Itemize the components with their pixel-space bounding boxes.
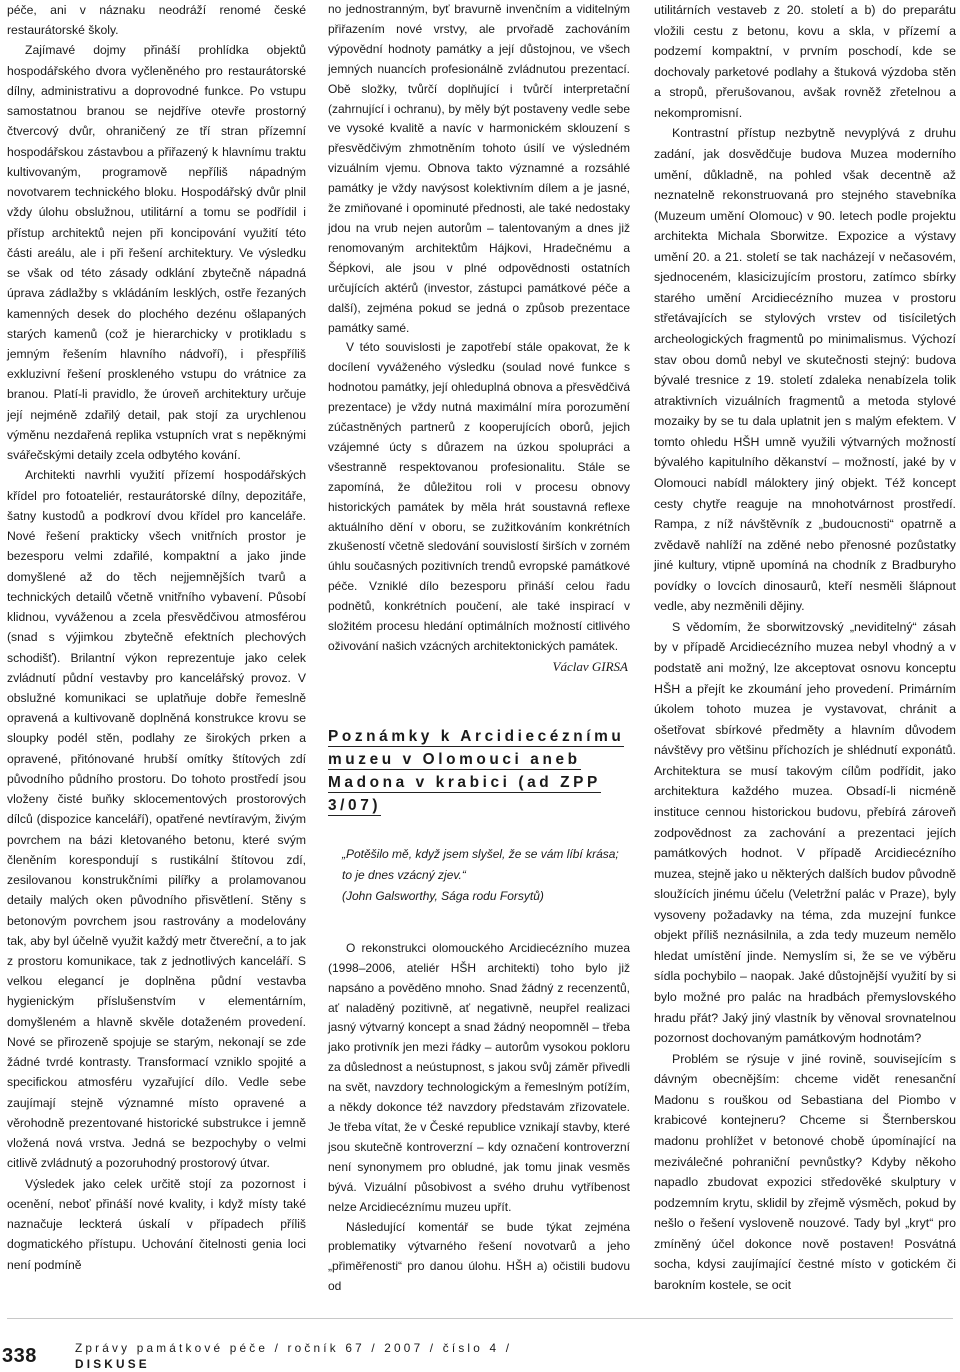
page-number: 338 — [2, 1345, 37, 1367]
motto — [328, 844, 630, 907]
text-column-1 — [7, 0, 306, 1275]
page-footer — [0, 1318, 960, 1372]
paragraph: no jednostranným, byť bravurně invenčním a viditelným přiřazením nové vrstvy, ale prvořadě zachováním výpovědní hodnoty památky a její důstojnou, ve všech jemných nuancích profesionálně zvládnutou prezentací. Obě složky, tvůrčí doplňující i tvůrčí interpretační (zahrnující i ochranu), by měly být postaveny vedle sebe ve vysoké kvalitě a navíc v harmonickém sklouzení s přesvědčivým zhmotněním tohoto úsilí ve výsledném vizuálním vjemu. Obnova takto významné a rozsáhlé památky je vždy navýsost kolektivním dílem a je jasné, že zmiňované i opominuté přednosti, ale také nedostaky jdou na vrub nejen autorům – talentovaným a dnes již renomovaným architektům Hájkovi, Hradečnému a Šépkovi, ale jsou v plné odpovědnosti ostatních určujících aktérů (investor, zástupci památkové péče a další), zejména pokud se jedná o způsob prezentace památky samé. — [328, 2, 630, 335]
motto-quote: „Potěšilo mě, když jsem slyšel, že se vám líbí krása; to je dnes vzácný zjev.“ — [342, 846, 619, 882]
text-column-2 — [328, 0, 630, 1297]
motto-source: (John Galsworthy, Sága rodu Forsytů) — [342, 888, 544, 903]
footer-rule — [7, 1318, 953, 1319]
paragraph: Následující komentář se bude týkat zejména problematiky výtvarného řešení novotvarů a jeho „přiměřenosti“ pro danou úlohu. HŠH a) očistili budovu od — [328, 1219, 630, 1294]
article-heading-text: Poznámky k Arcidiecéznímu muzeu v Olomouci aneb Madona v krabici (ad ZPP 3/07) — [328, 727, 625, 814]
paragraph: Zajímavé dojmy přináší prohlídka objektů hospodářského dvora vyčleněného pro restaurátorské dílny, administrativu a doprovodné funkce. Po vstupu samostatnou branou se nejdříve otevře prostorný čtvercový dvůr, ohraničený ze tří stran přízemní hospodářskou zástavbou a přiřazený k hlavnímu traktu kultivovaným, programově nepříliš nápadným novotvarem technického bloku. Hospodářský dvůr plnil vždy úlohu obslužnou, utilitární a tomu se podřídil i přístup architektů nejen při koncipování využití této části areálu, ale i při řešení architektury. Ve výsledku se však od této zásady odklání zbytečně nápadná úprava zádlažby s vkládáním lesklých, ostře řezaných kamenných desek do plochého dezénu ošlapaných starých kamenů (což je hierarchicky v protikladu s jemným řešením hlavního nádvoří), i přespříliš exkluzivní řešení proskleného vstupu do vrátnice za branou. Platí-li pravidlo, že úroveň architektury určuje její nejméně zdařilý detail, pak stojí za urychlenou výměnu nezdařená replika vstupních vrat s nepěknými svářečskými detaily zcela odbytého kování. — [7, 43, 306, 463]
paragraph: Architekti navrhli využití přízemí hospodářských křídel pro fotoateliér, restaurátorské dílny, depozitáře, šatny kustodů a podkroví dvou křídel pro kanceláře. Nové řešení prakticky všech vnitřních prostor je bezesporu velmi zdařilé, kompaktní a jako jinde domyšlené až do těch nejjemnějších tvarů a technických detailů včetně vnitřního vybavení. Působí klidnou, vyváženou a zcela přesvědčivou atmosférou (snad s výjimkou zbytečně efektních plechových schodišť). Brilantní výkon reprezentuje jako celek zvládnutí půdní vestavby pro kancelářský provoz. V obslužné komunikaci se uplatňuje dobře řemeslně opravená a kultivovaně doplněná konstrukce krovu se sloupky podél stěn, podlahy ze širokých prken a opravené, přitónované hrubší omítky štítových zdí původního půdního prostoru. Do tohoto prostředí jsou vloženy čisté buňky sklocementových prostorových dílců (dispozice kanceláří), opatřené nevtíravým, živým povrchem na bázi kletovaného betonu, které svým členěním korespondují s rustikální štítovou zdí, zesilovanou konstrukčními pilířky a prolamovanou detaily malých oken původního přisvětlení. Stěny s betonovým povrchem jsou rastrovány a modelovány tak, aby byl účelně využit každý metr čtvereční, a to jak z prostoru komunikace, tak z jednotlivých kanceláří. S velkou elegancí je doplněna půdní vestavba hygienickým příslušenstvím v elementárním, domyšleném a hlavně skvěle dotaženém provedení. Nové se přirozeně spojuje se starým, nekonají se zde žádné tvrdé kontrasty. Transformací vzniklo spojité a specifickou atmosféru vyzařující dílo. Vedle sebe zaujímají stejně významné místo opravené a věrohodně prezentované historické substrukce i jemně vložená nová vrstva. Jedná se bezpochyby o velmi citlivě zvládnutý a pozoruhodný prostorový útvar. — [7, 468, 306, 1171]
paragraph: Problém se rýsuje v jiné rovině, souvisejícím s dávným obecnějším: chceme vidět renesanční Madonu s rouškou od Sebastiana del Piombo v krabicové kontejneru? Chceme si Šternberskou madonu prohlížet v betonové chobě úpomínající na meziválečné pohraniční pevnůstky? Kdyby někoho napadlo zbudovat expozici středověké skulptury v podzemním krytu, sklidil by zřejmě výsměch, pokud by nešlo o řešení vysloveně nouzové. Tady byl „kryt“ pro zmíněný účel dokonce nově postaven! Posvátná socha, kdysi zaujímající čestné místo v gotickém či barokním kostele, se ocit — [654, 1051, 956, 1292]
paragraph: Kontrastní přístup nezbytně nevyplývá z druhu zadání, jak dosvědčuje budova Muzea moderního umění, důkladně, na pohled však decentně až neznatelně rekonstruovaná pro stejného stavebníka (Muzeum umění Olomouc) v 90. letech podle projektu architekta Michala Sborwitze. Expozice a výstavy umění 20. a 21. století se tak nacházejí v nečasovém, sjednoceném, klasicizujícím prostoru, zatímco sbírky starého umění Arcidiecézního muzea v prostoru střetávajících se stylových vrstev od tisíciletých archeologických fragmentů po minimalismus. Výchozí stav obou domů nebyl ve skutečnosti stejný: budova bývalé tresnice z 19. století zdaleka nenabízela tolik atraktivních vizuálních fragmentů a metoda stylové mozaiky by se tu dala uplatnit jen s malým efektem. V tomto ohledu HŠH umně využili výtvarných možností bývalého kapitulního děkanství – možností, jaké by v Olomouci nabídl máloktery jiný objekt. Též koncept cesty chytře reaguje na mnohotvárnost prostředí. Rampa, z níž návštěvník z „budoucnosti“ opatrně a zvědavě nahlíží na zděné nebo přenosné pozůstatky jiné kultury, vtipně upomíná na chodník z Bradburyho povídky o lovcích dinosaurů, kteří nesměli šlápnout vedle, aby nezměnili dějiny. — [654, 126, 956, 614]
paragraph: péče, ani v náznaku neodráží renomé české restaurátorské školy. — [7, 3, 306, 38]
paragraph: Výsledek jako celek určitě stojí za pozornost i ocenění, neboť přináší nové kvality, i když místy také naznačuje leckterá úskalí v případech příliš dogmatického přístupu. Uchování čitelnosti genia loci není podmíně — [7, 1176, 306, 1272]
paragraph: V této souvislosti je zapotřebí stále opakovat, že k docílení vyváženého výsledku (soulad nové funkce s hodnotou památky, její ohleduplná obnova a přesvědčivá prezentace) je vždy nutná maximální míra porozumění zúčastněných partnerů z kooperujících oborů, jejich vzájemné úcty s důrazem na úzkou spolupráci a všestranně respektovanou profesionalitu. Stále se zapomíná, že důležitou roli v procesu obnovy historických památek by měla hrát soustavná reflexe aktuálního dění v oboru, se zužitkováním konkrétních zkušeností včetně sledování souvislostí širších v zorném úhlu současných pozitivních trendů evropské památkové péče. Vzniklé dílo bezesporu přináší celou řadu podnětů, konkrétních poučení, ale také inspirací v složitém procesu hledání optimálních možností citlivého oživování našich vzácných architektonických památek. — [328, 340, 630, 653]
article-heading — [328, 725, 630, 817]
journal-line: Zprávy památkové péče / ročník 67 / 2007 / číslo 4 / — [75, 1341, 513, 1355]
text-column-3 — [654, 0, 956, 1295]
section-label: DISKUSE — [75, 1357, 150, 1371]
paragraph: O rekonstrukci olomouckého Arcidiecézního muzea (1998–2006, ateliér HŠH architekti) toho bylo již napsáno a pověděno mnoho. Snad žádný z recenzentů, ať naladěný pozitivně, ať negativně, neupřel realizaci jasný výtvarný koncept a snad žádný neopomněl – třeba jako protivník jen mezi řádky – autorům vysokou pokloru za důslednost a neústupnost, s jakou svůj záměr přivedli na svět, navzdory technologickým a řemeslným potížím, a někdy dokonce též navzdory představám zřizovatele. Je třeba vítat, že v České republice vznikají stavby, které jsou skutečně kontroverzní – kdy označení kontroverzní není synonymem pro obludné, jak tomu jinak vesměs bývá. Vizuální působivost a svého druhu vytříbenost nelze Arcidiecéznímu muzeu upřít. — [328, 940, 630, 1214]
author-signature: Václav GIRSA — [552, 658, 628, 674]
paragraph: utilitárních vestaveb z 20. století a b) do preparátu vložili cestu z betonu, kovu a skla, v přízemí a podzemí kompaktní, v prvním poschodí, kde se dochovaly parketové podlahy a štuková výzdoba stěn a stropů, přerušovanou, avšak rovněž zřetelnou a nekompromisní. — [654, 3, 956, 120]
paragraph: S vědomím, že sborwitzovský „neviditelný“ zásah by v případě Arcidiecézního muzea nebyl vhodný a v podstatě ani možný, lze akceptovat osnovu konceptu HŠH a přejít ke zkoumání jeho provedení. Primárním úkolem tohoto muzea je vystavovat, chránit a ošetřovat sbírkové předměty a hlavním důvodem návštěvy pro většinu příchozích je shlédnutí exponátů. Architektura se musí takovým cílům podřídit, jako architektura každého muzea. Obsadí-li nicméně instituce cennou historickou budovu, přebírá zároveň zodpovědnost za zachování a prezentaci jejích památkových hodnot. V případě Arcidiecézního muzea, stejně jako u některých dalších budov původně sloužících jinému účelu (Veletržní palác v Praze), byly vysoveny požadavky na téma, zda muzejní funkce objekt příliš neznásilnila, a zda tedy muzeum nemělo hledat umístění jinde. Nemyslím si, že se ve výběru sídla pochybilo – naopak. Jaké důstojnější využití by si bylo možné pro palác na hradbách přemyslovského hradu přát? Jaký jiný vlastník by věnoval srovnatelnou pozornost dochovaným památkovým hodnotám? — [654, 619, 956, 1046]
